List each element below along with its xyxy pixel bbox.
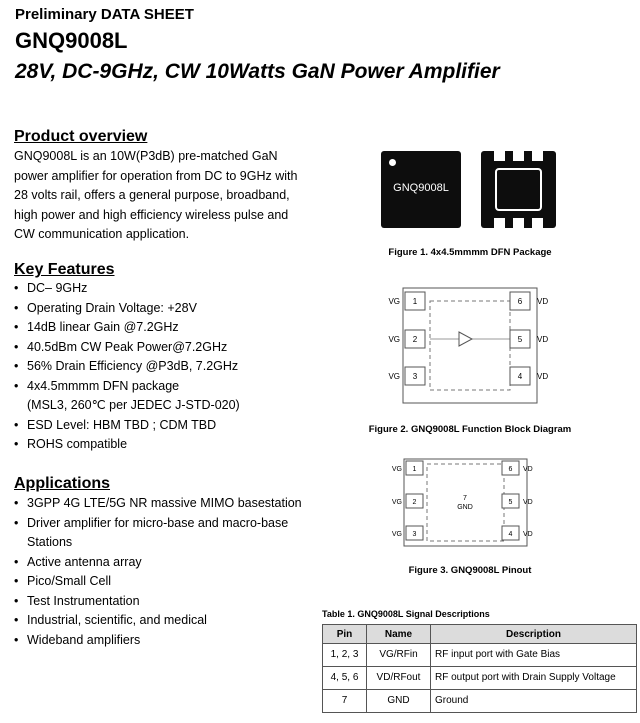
pin-number: 4 — [508, 531, 513, 538]
table1-caption: Table 1. GNQ9008L Signal Descriptions — [322, 609, 490, 619]
pin-label: VG — [391, 531, 402, 538]
features-list — [14, 279, 309, 455]
list-item: • 40.5dBm CW Peak Power@7.2GHz — [14, 338, 309, 358]
center-pad-label: GND — [457, 504, 473, 511]
pin-label: VD — [537, 372, 549, 381]
list-item: • 4x4.5mmmm DFN package — [14, 377, 309, 397]
description-cell: RF output port with Drain Supply Voltage — [431, 667, 637, 690]
list-item: • Pico/Small Cell — [14, 572, 309, 592]
figure1-caption: Figure 1. 4x4.5mmmm DFN Package — [388, 247, 552, 258]
pin-label: VD — [523, 499, 533, 506]
overview-line: high power and high efficiency wireless pulse and — [14, 207, 289, 222]
figure3-caption: Figure 3. GNQ9008L Pinout — [408, 565, 532, 576]
description-cell: RF input port with Gate Bias — [431, 644, 637, 667]
pin-number: 2 — [412, 499, 417, 506]
list-item: • 56% Drain Efficiency @P3dB, 7.2GHz — [14, 357, 309, 377]
list-item: • Wideband amplifiers — [14, 631, 309, 651]
function-block-diagram — [370, 280, 570, 410]
exposed-pad — [495, 168, 542, 211]
list-item: • Operating Drain Voltage: +28V — [14, 299, 309, 319]
pad — [494, 151, 505, 161]
name-cell: VD/RFout — [367, 667, 431, 690]
table-header-row — [323, 625, 637, 644]
features-heading: Key Features — [14, 261, 115, 278]
document-subtitle: 28V, DC-9GHz, CW 10Watts GaN Power Amplifier — [15, 60, 500, 83]
pin-cell: 4, 5, 6 — [323, 667, 367, 690]
list-item: Stations — [27, 535, 73, 549]
list-item: (MSL3, 260℃ per JEDEC J-STD-020) — [27, 398, 240, 412]
pin-label: VD — [523, 466, 533, 473]
signal-table — [322, 624, 637, 713]
column-header: Name — [367, 625, 431, 644]
pin-number: 1 — [412, 297, 418, 306]
overview-line: CW communication application. — [14, 227, 190, 241]
description-cell: Ground — [431, 690, 637, 713]
pin-number: 5 — [508, 499, 513, 506]
table-row — [323, 690, 637, 713]
column-header: Description — [431, 625, 637, 644]
pad — [532, 151, 543, 161]
pad — [532, 218, 543, 228]
pin-number: 1 — [412, 466, 417, 473]
list-item: • Industrial, scientific, and medical — [14, 611, 309, 631]
pad — [513, 218, 524, 228]
applications-list — [14, 494, 309, 650]
applications-heading: Applications — [14, 475, 111, 492]
pin-label: VG — [388, 335, 400, 344]
pad — [513, 151, 524, 161]
pad — [494, 218, 505, 228]
pin-cell: 1, 2, 3 — [323, 644, 367, 667]
chip-marking: GNQ9008L — [393, 182, 449, 194]
pin-label: VG — [388, 297, 400, 306]
overview-heading: Product overview — [14, 128, 148, 145]
pin-cell: 7 — [323, 690, 367, 713]
pin-number: 4 — [517, 372, 523, 381]
table-row — [323, 667, 637, 690]
list-item: • Driver amplifier for micro-base and macro-base — [14, 514, 309, 534]
pin-label: VG — [388, 372, 400, 381]
pin-number: 5 — [517, 335, 523, 344]
pin-label: VD — [537, 297, 549, 306]
figure2-caption: Figure 2. GNQ9008L Function Block Diagram — [368, 424, 572, 435]
list-item: • Active antenna array — [14, 553, 309, 573]
list-item: • DC– 9GHz — [14, 279, 309, 299]
pin-number: 6 — [508, 466, 513, 473]
document-label: Preliminary DATA SHEET — [15, 6, 194, 23]
table-row — [323, 644, 637, 667]
pin-label: VD — [523, 531, 533, 538]
overview-line: 28 volts rail, offers a general purpose, broadband, — [14, 188, 290, 202]
name-cell: GND — [367, 690, 431, 713]
pin-number: 6 — [517, 297, 523, 306]
chip-top-view — [381, 151, 461, 228]
pinout-diagram — [375, 450, 565, 555]
list-item: • ESD Level: HBM TBD ; CDM TBD — [14, 416, 309, 436]
pin-label: VD — [537, 335, 549, 344]
pin-label: VG — [391, 499, 402, 506]
pin1-marker — [389, 159, 396, 166]
list-item: • ROHS compatible — [14, 435, 309, 455]
pin-number: 2 — [412, 335, 418, 344]
center-pad-number: 7 — [463, 495, 467, 502]
overview-line: power amplifier for operation from DC to 9GHz with — [14, 168, 298, 183]
name-cell: VG/RFin — [367, 644, 431, 667]
chip-bottom-view — [481, 151, 556, 228]
list-item: • 14dB linear Gain @7.2GHz — [14, 318, 309, 338]
pin-label: VG — [391, 466, 402, 473]
overview-line: GNQ9008L is an 10W(P3dB) pre-matched GaN — [14, 149, 278, 163]
part-number-title: GNQ9008L — [15, 28, 128, 53]
list-item: • Test Instrumentation — [14, 592, 309, 612]
pin-number: 3 — [412, 531, 417, 538]
list-item: • 3GPP 4G LTE/5G NR massive MIMO basestation — [14, 494, 309, 514]
overview-paragraph — [14, 147, 314, 245]
column-header: Pin — [323, 625, 367, 644]
pin-number: 3 — [412, 372, 418, 381]
